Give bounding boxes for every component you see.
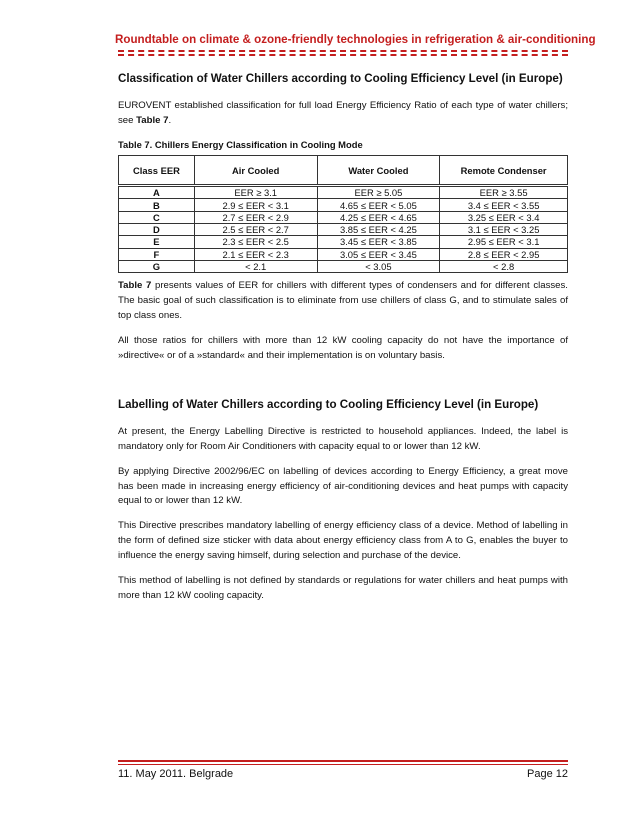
- water-cooled-cell: 4.65 ≤ EER < 5.05: [317, 199, 440, 211]
- labelling-paragraph: This method of labelling is not defined by standards or regulations for water chillers and heat pumps with more than 12 kW cooling capacity.: [118, 574, 568, 601]
- section-heading-classification: Classification of Water Chillers according to Cooling Efficiency Level (in Europe): [118, 72, 563, 85]
- class-cell: C: [119, 211, 195, 223]
- class-cell: E: [119, 236, 195, 248]
- water-cooled-cell: 3.05 ≤ EER < 3.45: [317, 248, 440, 260]
- table-reference: Table 7: [118, 280, 152, 292]
- energy-classification-table: [118, 155, 568, 273]
- labelling-paragraph: By applying Directive 2002/96/EC on labelling of devices according to Energy Efficiency, a great move has been made in increasing energy efficiency of air-conditioning devices and heat pumps with capacity equal to or lower than 12 kW.: [118, 465, 568, 507]
- table-description-paragraph: [118, 279, 568, 324]
- class-cell: A: [119, 186, 195, 199]
- class-cell: F: [119, 248, 195, 260]
- labelling-paragraph: At present, the Energy Labelling Directive is restricted to household appliances. Indeed, the label is mandatory only for Room Air Conditioners with capacity equal to or lower than 12 kW.: [118, 425, 568, 452]
- air-cooled-cell: 2.1 ≤ EER < 2.3: [194, 248, 317, 260]
- table-row: [119, 186, 568, 199]
- air-cooled-cell: EER ≥ 3.1: [194, 186, 317, 199]
- air-cooled-cell: 2.3 ≤ EER < 2.5: [194, 236, 317, 248]
- air-cooled-cell: 2.9 ≤ EER < 3.1: [194, 199, 317, 211]
- footer-divider: [118, 760, 568, 765]
- water-cooled-cell: 3.85 ≤ EER < 4.25: [317, 224, 440, 236]
- footer-date: 11. May 2011. Belgrade: [118, 768, 234, 780]
- table-row: [119, 199, 568, 211]
- table-header-row: [119, 156, 568, 186]
- class-cell: B: [119, 199, 195, 211]
- class-cell: D: [119, 224, 195, 236]
- table-row: [119, 224, 568, 236]
- remote-condenser-cell: < 2.8: [440, 260, 568, 272]
- water-cooled-cell: < 3.05: [317, 260, 440, 272]
- header-class-eer: Class EER: [119, 156, 195, 186]
- intro-paragraph: [118, 99, 568, 129]
- section-spacer: [118, 374, 568, 398]
- intro-text: EUROVENT established classification for full load Energy Efficiency Ratio of each type of water chillers; see: [118, 100, 568, 127]
- page-header-title: Roundtable on climate & ozone-friendly technologies in refrigeration & air-conditioning: [115, 33, 596, 46]
- remote-condenser-cell: 3.25 ≤ EER < 3.4: [440, 211, 568, 223]
- voluntary-basis-paragraph: All those ratios for chillers with more than 12 kW cooling capacity do not have the importance of »directive« or of a »standard« and their implementation is on voluntary basis.: [118, 334, 568, 361]
- header-remote-condenser: Remote Condenser: [440, 156, 568, 186]
- page-content: [118, 72, 568, 614]
- header-air-cooled: Air Cooled: [194, 156, 317, 186]
- table-description-text: presents values of EER for chillers with different types of condensers and for different classes. The basic goal of such classification is to eliminate from use chillers of class G, and to stimulate sales of top class ones.: [118, 280, 568, 321]
- water-cooled-cell: 3.45 ≤ EER < 3.85: [317, 236, 440, 248]
- table-row: [119, 236, 568, 248]
- class-cell: G: [119, 260, 195, 272]
- header-divider: [118, 50, 568, 56]
- air-cooled-cell: 2.5 ≤ EER < 2.7: [194, 224, 317, 236]
- section-heading-labelling: Labelling of Water Chillers according to Cooling Efficiency Level (in Europe): [118, 397, 539, 411]
- remote-condenser-cell: 2.8 ≤ EER < 2.95: [440, 248, 568, 260]
- table-reference: Table 7: [136, 115, 169, 127]
- table-row: [119, 211, 568, 223]
- page-number: Page 12: [527, 768, 568, 780]
- remote-condenser-cell: 2.95 ≤ EER < 3.1: [440, 236, 568, 248]
- air-cooled-cell: < 2.1: [194, 260, 317, 272]
- table-row: [119, 260, 568, 272]
- remote-condenser-cell: EER ≥ 3.55: [440, 186, 568, 199]
- water-cooled-cell: EER ≥ 5.05: [317, 186, 440, 199]
- air-cooled-cell: 2.7 ≤ EER < 2.9: [194, 211, 317, 223]
- table-caption: Table 7. Chillers Energy Classification in Cooling Mode: [118, 139, 363, 151]
- remote-condenser-cell: 3.4 ≤ EER < 3.55: [440, 199, 568, 211]
- labelling-paragraph: This Directive prescribes mandatory labelling of energy efficiency class of a device. Method of labelling in the form of defined size sticker with data about energy efficiency class from A to G, enables the buyer to influence the energy saving himself, during selection and purchase of the device.: [118, 520, 568, 561]
- water-cooled-cell: 4.25 ≤ EER < 4.65: [317, 211, 440, 223]
- header-water-cooled: Water Cooled: [317, 156, 440, 186]
- intro-end: .: [168, 115, 172, 127]
- table-row: [119, 248, 568, 260]
- remote-condenser-cell: 3.1 ≤ EER < 3.25: [440, 224, 568, 236]
